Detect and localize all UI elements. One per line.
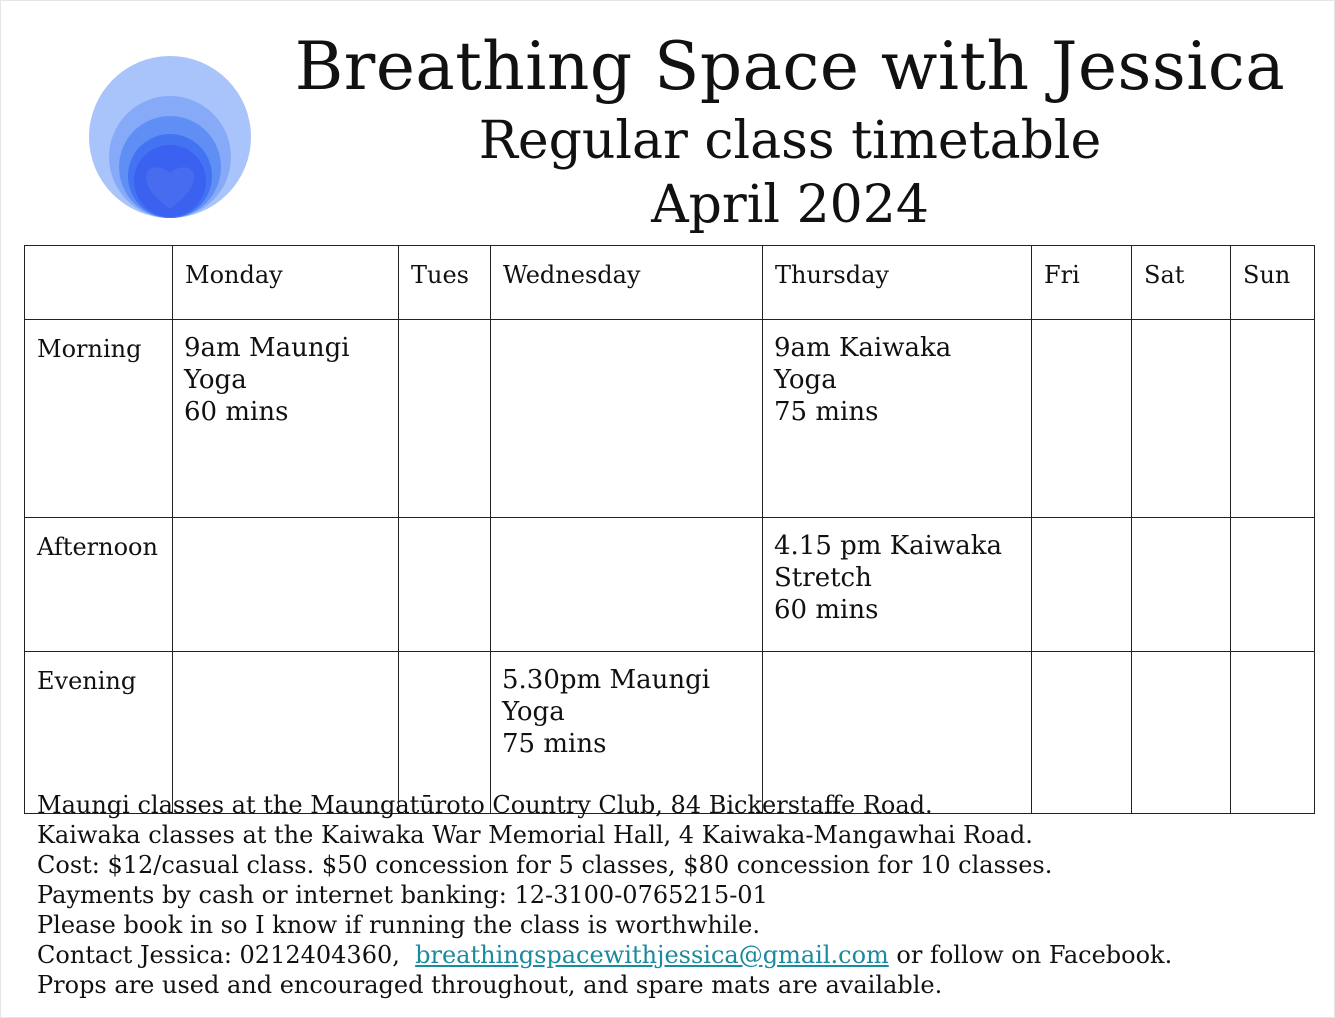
row-label-evening: Evening: [25, 652, 173, 814]
empty-cell: [1032, 320, 1132, 518]
column-header-wednesday: Wednesday: [491, 246, 763, 320]
table-row-afternoon: [25, 518, 1315, 652]
cost-text: Cost: $12/casual class. $50 concession for 5 classes, $80 concession for 10 classes.: [37, 851, 1053, 879]
column-header-friday: Fri: [1032, 246, 1132, 320]
class-cell-thursday-afternoon: [763, 518, 1032, 652]
heart-in-circles-icon: [88, 55, 252, 219]
column-header-thursday: Thursday: [763, 246, 1032, 320]
timetable: [24, 245, 1315, 814]
empty-cell: [1132, 320, 1231, 518]
empty-cell: [1231, 518, 1315, 652]
footer-info: [37, 790, 1317, 1000]
kaiwaka-location-text: Kaiwaka classes at the Kaiwaka War Memorial Hall, 4 Kaiwaka-Mangawhai Road.: [37, 821, 1033, 849]
contact-prefix: Contact Jessica: 0212404360,: [37, 941, 416, 969]
class-duration: 75 mins: [502, 729, 607, 759]
page-subtitle: Regular class timetable: [478, 111, 1102, 171]
class-type: Yoga: [774, 365, 837, 395]
class-duration: 60 mins: [774, 595, 879, 625]
empty-cell: [491, 320, 763, 518]
email-link[interactable]: breathingspacewithjessica@gmail.com: [415, 941, 889, 969]
props-text: Props are used and encouraged throughout, and spare mats are available.: [37, 971, 943, 999]
contact-line: [37, 940, 1317, 970]
table-row-morning: [25, 320, 1315, 518]
contact-suffix: or follow on Facebook.: [888, 941, 1173, 969]
column-header-tuesday: Tues: [399, 246, 491, 320]
class-type: Yoga: [502, 697, 565, 727]
empty-cell: [1132, 518, 1231, 652]
class-duration: 60 mins: [184, 397, 289, 427]
class-duration: 75 mins: [774, 397, 879, 427]
column-header-blank: [25, 246, 173, 320]
class-cell-monday-morning: [173, 320, 399, 518]
empty-cell: [1231, 320, 1315, 518]
column-header-monday: Monday: [173, 246, 399, 320]
timetable-month: April 2024: [651, 175, 929, 235]
column-header-saturday: Sat: [1132, 246, 1231, 320]
class-type: Stretch: [774, 563, 872, 593]
page-title: Breathing Space with Jessica: [294, 28, 1286, 105]
class-time-location: 4.15 pm Kaiwaka: [774, 531, 1002, 561]
class-cell-thursday-morning: [763, 320, 1032, 518]
column-header-sunday: Sun: [1231, 246, 1315, 320]
empty-cell: [399, 320, 491, 518]
row-label-morning: Morning: [25, 320, 173, 518]
booking-text: Please book in so I know if running the class is worthwhile.: [37, 911, 760, 939]
empty-cell: [491, 518, 763, 652]
header: [250, 24, 1330, 238]
class-type: Yoga: [184, 365, 247, 395]
maungi-location-text: Maungi classes at the Maungatūroto Country Club, 84 Bickerstaffe Road.: [37, 791, 933, 819]
empty-cell: [173, 518, 399, 652]
payment-text: Payments by cash or internet banking: 12-3100-0765215-01: [37, 881, 768, 909]
class-time-location: 9am Maungi: [184, 333, 350, 363]
class-time-location: 9am Kaiwaka: [774, 333, 952, 363]
table-header-row: [25, 246, 1315, 320]
empty-cell: [399, 518, 491, 652]
class-time-location: 5.30pm Maungi: [502, 665, 711, 695]
empty-cell: [1032, 518, 1132, 652]
row-label-afternoon: Afternoon: [25, 518, 173, 652]
